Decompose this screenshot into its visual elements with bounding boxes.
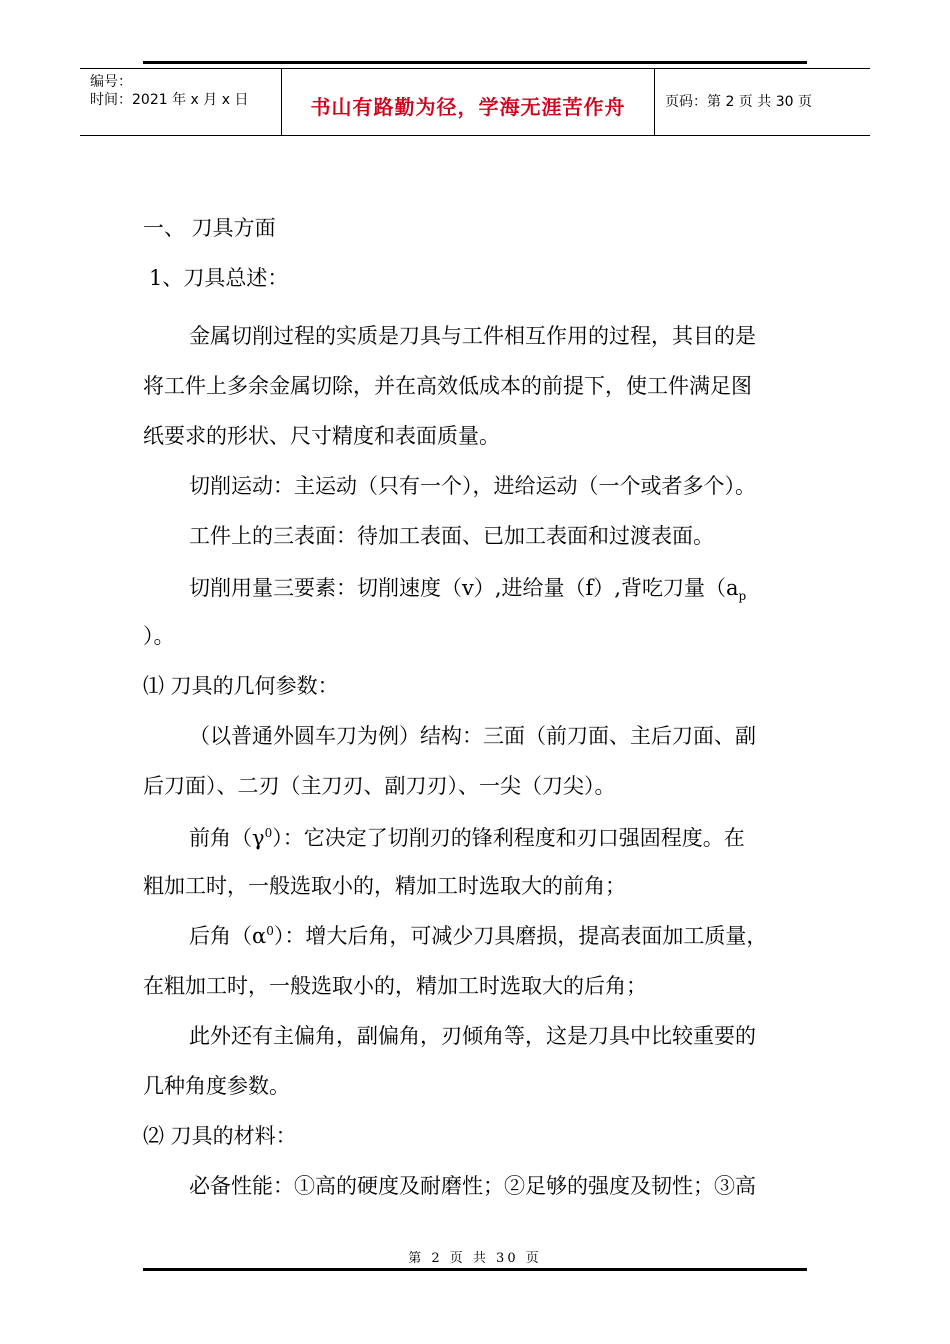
text-run: 前角（γ [189, 826, 265, 850]
header-page-label: 页码：第 2 页 共 30 页 [665, 94, 812, 110]
subsection-heading: 1、刀具总述： [149, 266, 289, 290]
paragraph-line: 必备性能：①高的硬度及耐磨性；②足够的强度及韧性；③高 [189, 1174, 756, 1198]
paragraph-line: 在粗加工时，一般选取小的，精加工时选取大的后角； [143, 974, 647, 998]
paragraph-line: 此外还有主偏角，副偏角，刃倾角等，这是刀具中比较重要的 [189, 1024, 756, 1048]
paragraph-line: 粗加工时，一般选取小的，精加工时选取大的前角； [143, 874, 626, 898]
paragraph-line: 几种角度参数。 [143, 1074, 290, 1098]
serial-label: 编号： [90, 74, 132, 90]
list-heading: ⑴ 刀具的几何参数： [143, 674, 339, 698]
section-heading: 一、 刀具方面 [143, 216, 276, 240]
paragraph-line: 将工件上多余金属切除，并在高效低成本的前提下，使工件满足图 [143, 374, 752, 398]
text-run: 后角（α [189, 924, 267, 948]
paragraph-line: 后刀面）、二刃（主刀刃、副刀刃）、一尖（刀尖）。 [143, 774, 616, 798]
header-motto-cell [281, 69, 655, 135]
document-header [80, 68, 870, 136]
text-run: 切削用量三要素：切削速度（v）,进给量（f）,背吃刀量（a [189, 576, 739, 600]
header-meta [80, 69, 281, 135]
paragraph-line: 金属切削过程的实质是刀具与工件相互作用的过程，其目的是 [189, 324, 756, 348]
paragraph-line: （以普通外圆车刀为例）结构：三面（前刀面、主后刀面、副 [189, 724, 756, 748]
subscript: p [738, 589, 747, 604]
paragraph-line: 切削运动：主运动（只有一个），进给运动（一个或者多个）。 [189, 474, 756, 498]
motto: 书山有路勤为径，学海无涯苦作舟 [310, 95, 626, 119]
text-run: ）：增大后角，可减少刀具磨损，提高表面加工质量， [273, 924, 768, 948]
paragraph-line [189, 822, 745, 852]
paragraph-line: 工件上的三表面：待加工表面、已加工表面和过渡表面。 [189, 524, 714, 548]
footer-rule [143, 1268, 807, 1271]
list-heading: ⑵ 刀具的材料： [143, 1124, 297, 1148]
paragraph-line: 纸要求的形状、尺寸精度和表面质量。 [143, 424, 500, 448]
paragraph-line: ）。 [143, 624, 175, 648]
subscript: 0 [264, 826, 273, 840]
subscript: 0 [266, 924, 274, 938]
date-label: 时间：2021 年 x 月 x 日 [90, 92, 249, 108]
paragraph-line [189, 572, 746, 603]
header-top-rule [143, 61, 807, 64]
page-footer: 第 2 页 共 30 页 [408, 1251, 542, 1266]
paragraph-line [189, 920, 767, 950]
text-run: ）：它决定了切削刃的锋利程度和刃口强固程度。在 [272, 826, 745, 850]
